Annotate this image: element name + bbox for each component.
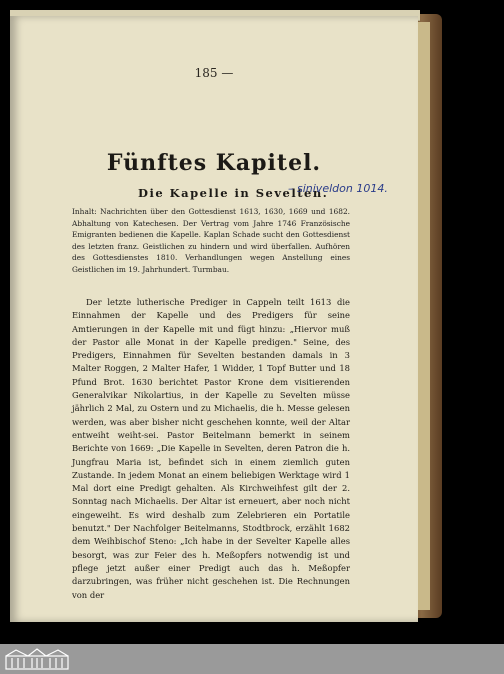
body-text xyxy=(72,296,350,602)
library-building-icon xyxy=(4,647,70,671)
footer-bar xyxy=(0,644,504,674)
handwritten-annotation: – siniveldon 1014. xyxy=(288,182,388,195)
body-paragraph: Der letzte lutherische Prediger in Cappeln teilt 1613 die Einnahmen der Kapelle und des Predigers für seine Amtierungen in der Kapelle mit und fügt hinzu: „Hiervor muß der Pastor alle Monat in der Kapelle predigen." Seine, des Predigers, Einnahmen für Sevelten bestanden damals in 3 Malter Roggen, 2 Malter Hafer, 1 Widder, 1 Topf Butter und 18 Pfund Brot. 1630 berichtet Pastor Krone dem visitierenden Generalvikar Nikolartius, in der Kapelle zu Sevelten müsse jährlich 2 Mal, zu Ostern und zu Michaelis, die h. Messe gelesen werden, was aber bisher nicht geschehen konnte, weil der Altar entweiht weiht-sei. Pastor Beitelmann bemerkt in seinem Berichte von 1669: „Die Kapelle in Sevelten, deren Patron die h. Jungfrau Maria ist, befindet sich in einem ziemlich guten Zustande. In jedem Monat an einem beliebigen Werktage wird 1 Mal dort eine Predigt gehalten. Als Kirchweihfest gilt der 2. Sonntag nach Michaelis. Der Altar ist erneuert, aber noch nicht eingeweiht. Es wird deshalb zum Zelebrieren ein Portatile benutzt." Der Nachfolger Beitelmanns, Stodtbrock, erzählt 1682 dem Weihbischof Steno: „Ich habe in der Sevelter Kapelle alles besorgt, was zur Feier des h. Meßopfers notwendig ist und pflege jetzt außer einer Predigt auch das h. Meßopfer darzubringen, was früher nicht geschehen ist. Die Rechnungen von der xyxy=(72,297,350,600)
chapter-title: Fünftes Kapitel. xyxy=(106,150,322,176)
page-number: 185 — xyxy=(194,66,234,80)
chapter-summary: Inhalt: Nachrichten über den Gottesdienst 1613, 1630, 1669 und 1682. Abhaltung von Katechesen. Der Vertrag vom Jahre 1746 Französische Emigranten bedienen die Kapelle. Kaplan Schade sucht den Gottesdienst des letzten franz. Geistlichen zu hindern und wird überfallen. Aufhören des Gottesdienstes 1810. Verhandlungen wegen Anstellung eines Geistlichen im 19. Jahrhundert. Turmbau. xyxy=(72,207,350,274)
chapter-subtitle: Die Kapelle in Sevelten. xyxy=(138,186,329,200)
page-stack-edge xyxy=(418,22,430,610)
book-page xyxy=(10,16,418,622)
